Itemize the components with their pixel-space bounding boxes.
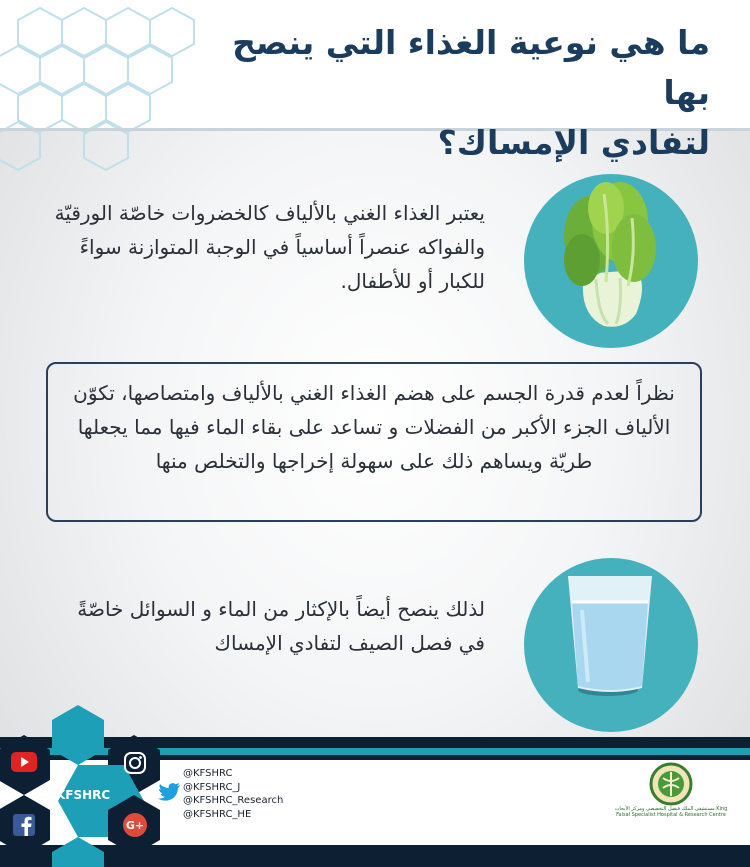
svg-text:G+: G+ <box>125 819 145 832</box>
handle-item[interactable]: @KFSHRC <box>183 768 233 779</box>
page-title <box>190 18 710 168</box>
handle-item[interactable]: @KFSHRC_Research <box>183 795 284 806</box>
lettuce-circle <box>524 174 698 348</box>
twitter-icon[interactable] <box>158 783 180 801</box>
water-circle <box>524 558 698 732</box>
main-handle: @KFSHRC <box>44 788 111 802</box>
youtube-icon[interactable] <box>11 752 37 772</box>
hospital-logo-icon <box>618 762 724 830</box>
hospital-logo-text: مستشفى الملك فيصل التخصصي ومركز الأبحاث King Faisal Specialist Hospital & Research Centre <box>614 806 728 818</box>
section-2-text: نظراً لعدم قدرة الجسم على هضم الغذاء الغني بالألياف وامتصاصها، تكوّن الألياف الجزء الأكبر من الفضلات و تساعد على بقاء الماء فيها مما يجعلها طريّة ويساهم ذلك على سهولة إخراجها والتخلص منها <box>73 381 675 473</box>
social-handles <box>183 767 283 821</box>
section-3-text: لذلك ينصح أيضاً بالإكثار من الماء و السوائل خاصّةً في فصل الصيف لتفادي الإمساك <box>77 597 485 655</box>
handle-item[interactable]: @KFSHRC_HE <box>183 808 252 820</box>
google-plus-icon[interactable] <box>122 813 148 837</box>
instagram-icon[interactable] <box>124 752 146 774</box>
title-line-2: لتفادي الإمساك؟ <box>437 123 710 162</box>
title-line-1: ما هي نوعية الغذاء التي ينصح بها <box>232 23 710 112</box>
water-glass-icon <box>524 558 698 732</box>
handle-item[interactable]: @KFSHRC_J <box>183 781 241 793</box>
lettuce-icon <box>524 174 698 348</box>
section-1-text: يعتبر الغذاء الغني بالألياف كالخضروات خاصّة الورقيّة والفواكه عنصراً أساسياً في الوجبة المتوازنة سواءً للكبار أو للأطفال. <box>54 201 485 293</box>
facebook-icon[interactable] <box>13 814 35 836</box>
